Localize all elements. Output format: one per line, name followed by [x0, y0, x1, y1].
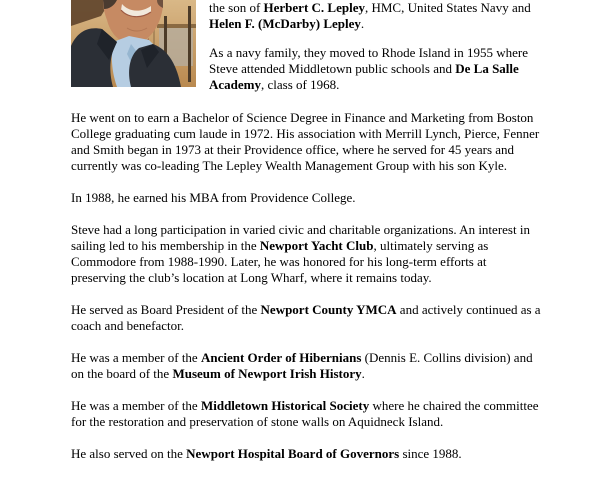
portrait-photo-illustration [71, 0, 196, 87]
bold-text-run: Newport County YMCA [260, 302, 397, 317]
paragraph [71, 110, 541, 174]
text-run: He also served on the [71, 446, 187, 461]
paragraph [71, 190, 541, 206]
bold-text-run: Newport Hospital Board of Governors [186, 446, 400, 461]
intro-paragraphs [209, 0, 545, 93]
obituary-content [71, 0, 541, 478]
text-run: He served as Board President of the [71, 302, 261, 317]
paragraph [71, 302, 541, 334]
paragraph [209, 45, 545, 93]
text-run: , ultimately serving as Commodore from 1988-1990. Later, he was honored for his long-term efforts at preserving the club’s location at Long Wharf, where it remains today. [71, 238, 489, 285]
text-run: As a navy family, they moved to Rhode Island in 1955 where Steve attended Middletown public schools and [209, 45, 529, 76]
text-run: Steve had a long participation in varied civic and charitable organizations. An interest in sailing led to his membership in the [71, 222, 530, 253]
text-run: In 1988, he earned his MBA from Providence College. [71, 190, 356, 205]
paragraph [71, 398, 541, 430]
railing-post-2 [188, 6, 191, 82]
text-run: (Dennis E. Collins division) and on the board of the [71, 350, 533, 381]
text-run: and actively continued as a coach and benefactor. [71, 302, 541, 333]
text-run: He was a member of the [71, 398, 201, 413]
text-run: since 1988. [399, 446, 462, 461]
text-run: . [360, 16, 365, 31]
bold-text-run: De La Salle Academy [209, 61, 519, 92]
paragraph [71, 222, 541, 286]
text-run: He was a member of the [71, 350, 201, 365]
text-run: , class of 1968. [261, 77, 340, 92]
body-paragraphs [71, 110, 541, 462]
paragraph [71, 446, 541, 462]
bold-text-run: Newport Yacht Club [259, 238, 374, 253]
paragraph [71, 350, 541, 382]
paragraph [209, 0, 545, 32]
bold-text-run: Middletown Historical Society [200, 398, 370, 413]
bold-text-run: Museum of Newport Irish History [172, 366, 362, 381]
portrait-photo [71, 0, 196, 87]
text-run: He went on to earn a Bachelor of Science Degree in Finance and Marketing from Boston College graduating cum laude in 1972. His association with Merrill Lynch, Pierce, Fenner and Smith began in 1973 at their Providence office, where he served for 45 years and currently was co-leading The Lepley Wealth Management Group with his son Kyle. [71, 110, 540, 173]
top-section [71, 0, 541, 94]
bold-text-run: Helen F. (McDarby) Lepley [209, 16, 361, 31]
text-run: where he chaired the committee for the restoration and preservation of stone walls on Aquidneck Island. [71, 398, 539, 429]
text-run: . [361, 366, 365, 381]
text-run: , HMC, United States Navy and [364, 0, 531, 15]
bold-text-run: Ancient Order of Hibernians [200, 350, 362, 365]
text-run: the son of [209, 0, 264, 15]
bold-text-run: Herbert C. Lepley [263, 0, 365, 15]
